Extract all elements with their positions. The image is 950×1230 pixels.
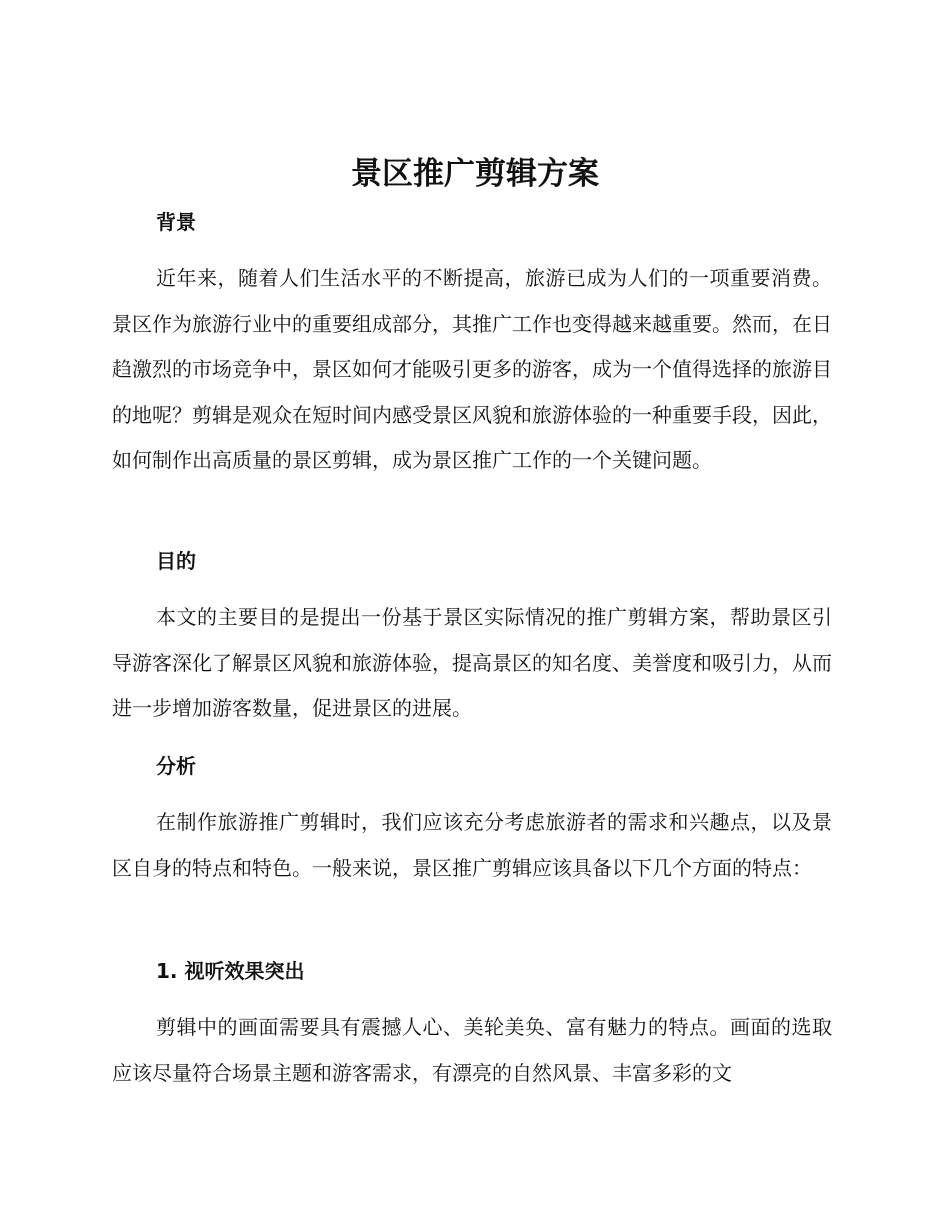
section-heading-analysis: 分析 [156, 754, 196, 778]
section-paragraph-analysis: 在制作旅游推广剪辑时，我们应该充分考虑旅游者的需求和兴趣点，以及景区自身的特点和特色。一般来说，景区推广剪辑应该具备以下几个方面的特点： [112, 810, 832, 880]
section-heading-purpose: 目的 [156, 549, 196, 573]
document-title: 景区推广剪辑方案 [351, 156, 599, 192]
section-paragraph-background: 近年来，随着人们生活水平的不断提高，旅游已成为人们的一项重要消费。景区作为旅游行业中的重要组成部分，其推广工作也变得越来越重要。然而，在日趋激烈的市场竞争中，景区如何才能吸引更多的游客，成为一个值得选择的旅游目的地呢？剪辑是观众在短时间内感受景区风貌和旅游体验的一种重要手段，因此，如何制作出高质量的景区剪辑，成为景区推广工作的一个关键问题。 [112, 266, 832, 472]
section-heading-background: 背景 [156, 210, 196, 234]
section-heading-audiovisual: 1. 视听效果突出 [156, 959, 305, 983]
section-paragraph-audiovisual: 剪辑中的画面需要具有震撼人心、美轮美奂、富有魅力的特点。画面的选取应该尽量符合场景主题和游客需求，有漂亮的自然风景、丰富多彩的文 [112, 1015, 832, 1085]
section-paragraph-purpose: 本文的主要目的是提出一份基于景区实际情况的推广剪辑方案，帮助景区引导游客深化了解景区风貌和旅游体验，提高景区的知名度、美誉度和吸引力，从而进一步增加游客数量，促进景区的进展。 [112, 605, 832, 720]
